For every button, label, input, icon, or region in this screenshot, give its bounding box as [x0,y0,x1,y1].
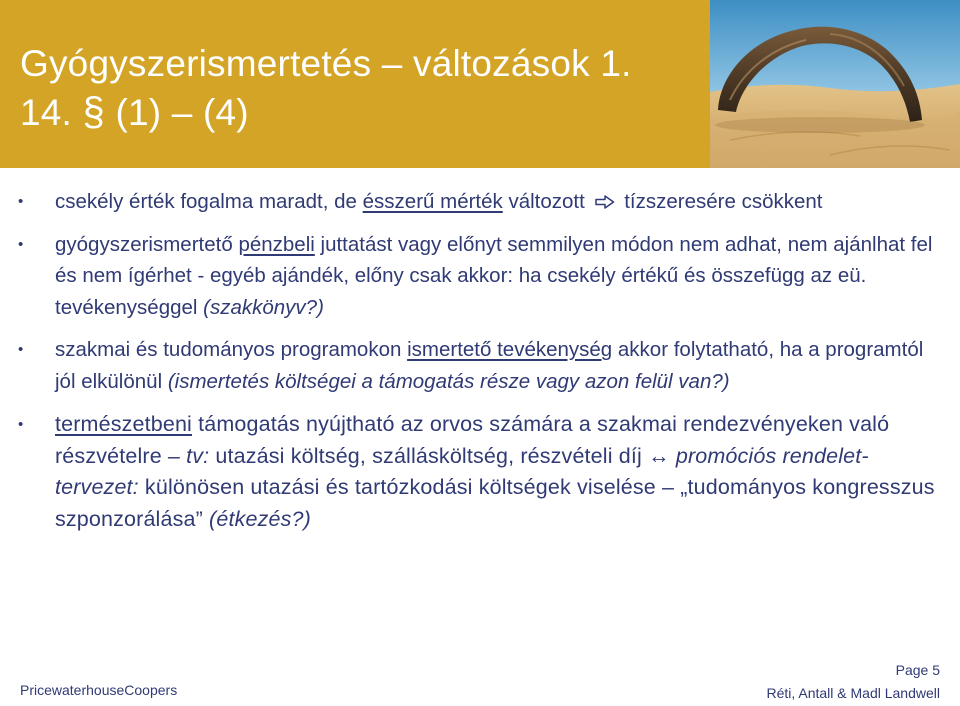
italic-note: promóciós rendelet-tervezet: [55,443,869,499]
bullet-text: utazási költség, szállásköltség, részvételi díj [209,443,649,468]
footer-law-firm: Réti, Antall & Madl Landwell [766,685,940,701]
bullet-marker: • [18,235,24,253]
italic-note: (ismertetés költségei a támogatás része vagy azon felül van?) [167,369,730,393]
hollow-right-arrow-icon [595,195,615,209]
bullet-text: változott [502,190,591,213]
italic-note: (szakkönyv?) [203,295,324,319]
bullet-text: tízszeresére csökkent [618,190,823,213]
bullet-text: gyógyszerismertető [55,232,239,256]
bullet-text: csekély érték fogalma maradt, de [55,190,363,213]
title-number: 14. [20,92,83,133]
bullet-text: támogatás nyújtható az orvos számára a szakmai rendezvényeken való részvételre – [55,412,890,468]
title-rest: (1) – (4) [104,92,249,133]
underlined-term: természetbeni [55,412,192,436]
bullet-text: akkor folytatható, ha a programtól jól elkülönül [55,338,924,393]
bullet-list [18,186,938,535]
title-line1: Gyógyszerismertetés – változások 1. [20,43,632,84]
bullet-item-3 [18,334,938,397]
footer-company: PricewaterhouseCoopers [20,682,178,698]
bullet-text: juttatást vagy előnyt semmilyen módon nem adhat, nem ajánlhat fel és nem ígérhet - egyéb ajándék, előny csak akkor: ha csekély értékű és összefügg az eü. tevékenységgel [55,232,933,319]
bullet-marker: • [18,416,24,433]
italic-note: tv: [186,443,210,468]
bullet-text: különösen utazási és tartózkodási költségek viselése – „tudományos kongresszus szponzorálása” [55,475,935,531]
driftwood-arch-beach-photo [710,0,960,168]
title-bar [0,0,710,168]
underlined-term: ésszerű mérték [362,190,503,213]
bullet-marker: • [18,341,24,358]
bullet-item-1 [18,186,938,218]
bullet-marker: • [18,193,24,210]
bullet-item-2 [18,229,938,324]
underlined-term: ismertető tevékenység [407,338,613,361]
section-sign: § [82,90,105,134]
bullet-item-4 [18,409,938,535]
page-number: Page 5 [895,662,940,678]
bidirectional-arrow-icon: ↔ [648,443,670,468]
bullet-text: szakmai és tudományos programokon [55,338,408,361]
underlined-term: pénzbeli [238,232,315,256]
slide-title [20,40,710,137]
italic-note: (étkezés?) [209,506,311,531]
